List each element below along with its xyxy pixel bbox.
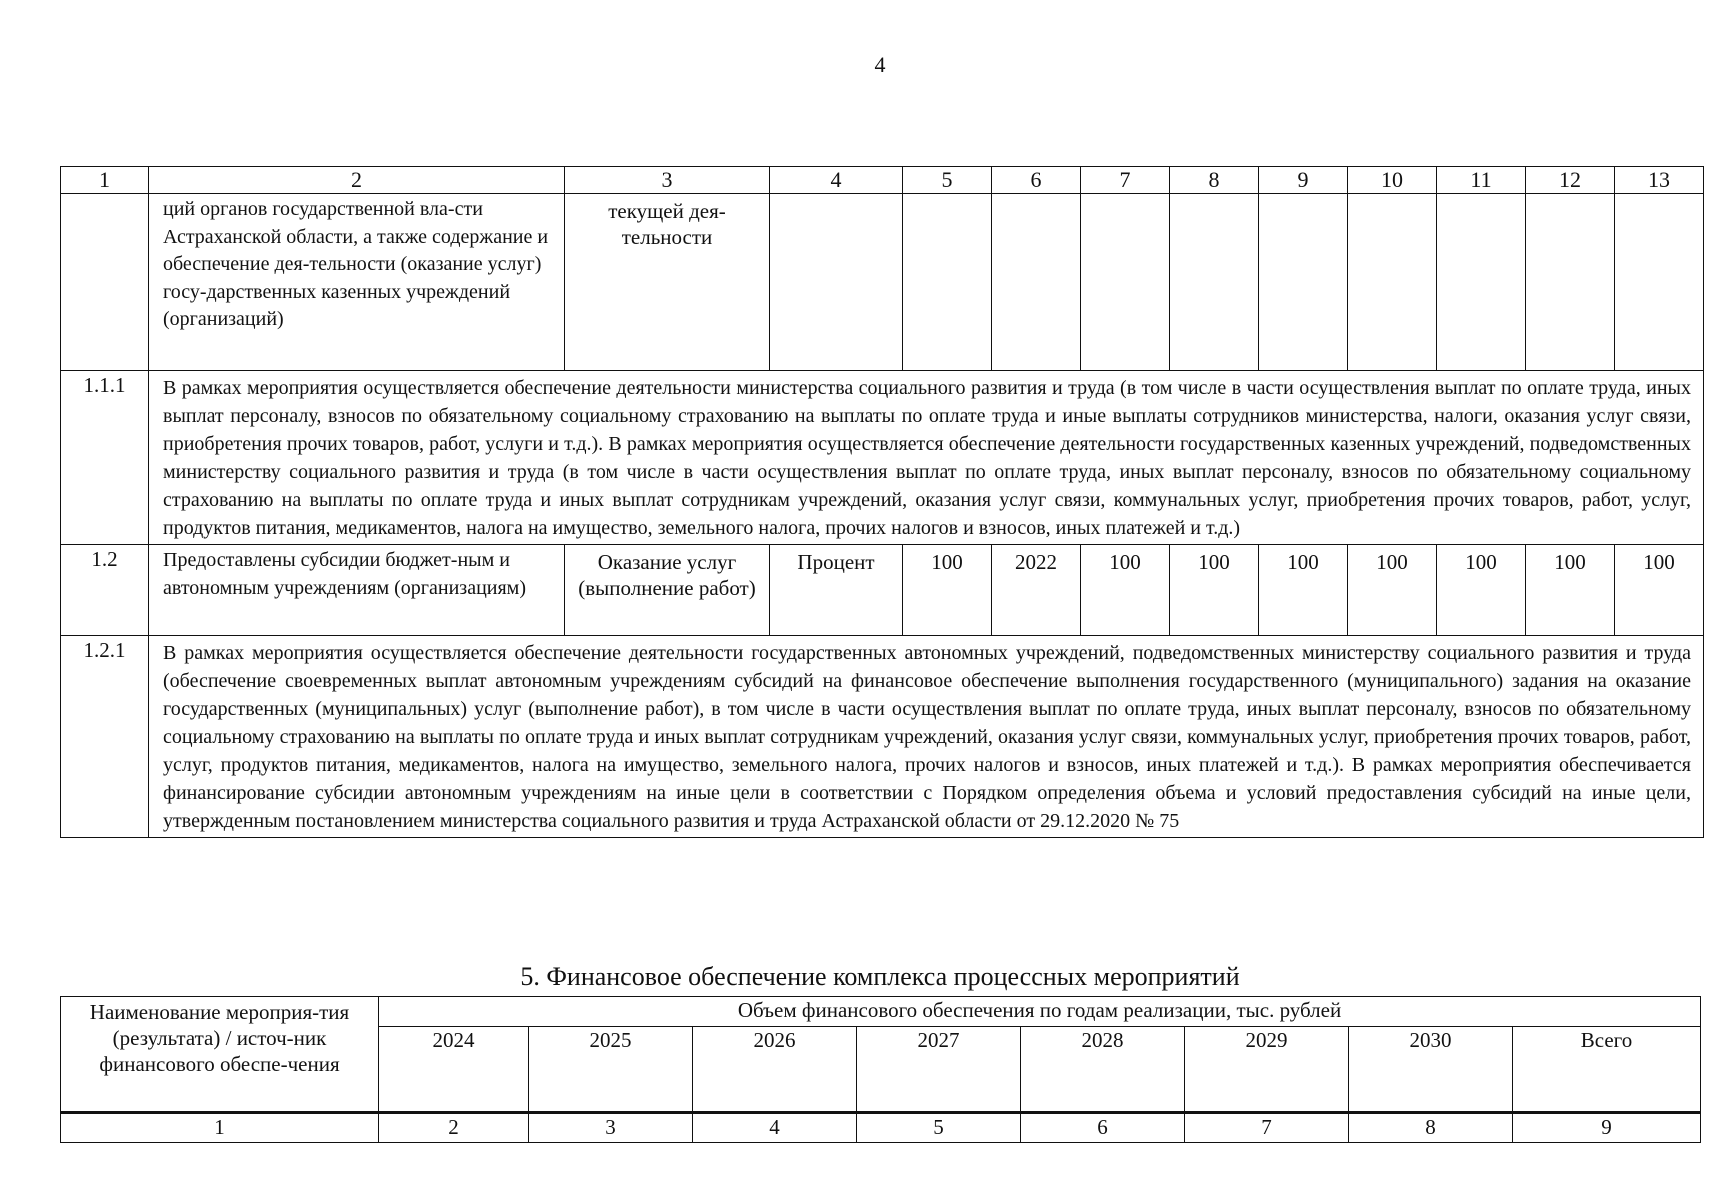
column-number: 2 — [379, 1113, 529, 1143]
task-name-cell: Предоставлены субсидии бюджет-ным и автономным учреждениям (организациям) — [149, 545, 565, 636]
year-header: 2027 — [857, 1027, 1021, 1113]
value-cell: 100 — [1437, 545, 1526, 636]
unit-cell: Процент — [770, 545, 903, 636]
row-number-cell — [61, 194, 149, 371]
table-row — [61, 371, 1704, 545]
column-number: 9 — [1513, 1113, 1701, 1143]
value-cell: 100 — [1526, 545, 1615, 636]
year-header: 2026 — [693, 1027, 857, 1113]
column-number: 1 — [61, 167, 149, 194]
empty-cell — [1615, 194, 1704, 371]
column-number: 10 — [1348, 167, 1437, 194]
financing-table — [60, 996, 1701, 1143]
column-number: 2 — [149, 167, 565, 194]
task-type-cell: текущей дея-тельности — [565, 194, 770, 371]
row-number: 1.2 — [61, 545, 149, 636]
column-number: 7 — [1081, 167, 1170, 194]
column-number: 9 — [1259, 167, 1348, 194]
column-number: 1 — [61, 1113, 379, 1143]
empty-cell — [1259, 194, 1348, 371]
column-number: 12 — [1526, 167, 1615, 194]
section-title: 5. Финансовое обеспечение комплекса процессных мероприятий — [520, 962, 1240, 991]
column-number: 8 — [1170, 167, 1259, 194]
page-number: 4 — [874, 52, 886, 77]
empty-cell — [992, 194, 1081, 371]
empty-cell — [903, 194, 992, 371]
column-number: 13 — [1615, 167, 1704, 194]
value-cell: 100 — [1615, 545, 1704, 636]
column-number: 11 — [1437, 167, 1526, 194]
event-name-header: Наименование мероприя-тия (результата) / источ-ник финансового обеспе-чения — [61, 997, 379, 1113]
base-year-cell: 2022 — [992, 545, 1081, 636]
empty-cell — [1526, 194, 1615, 371]
column-number: 5 — [903, 167, 992, 194]
column-number: 8 — [1349, 1113, 1513, 1143]
value-cell: 100 — [1348, 545, 1437, 636]
column-number: 5 — [857, 1113, 1021, 1143]
row-number: 1.2.1 — [61, 636, 149, 838]
row-number: 1.1.1 — [61, 371, 149, 545]
year-header: 2025 — [529, 1027, 693, 1113]
empty-cell — [1348, 194, 1437, 371]
year-header: 2028 — [1021, 1027, 1185, 1113]
table-row — [61, 636, 1704, 838]
year-header: 2030 — [1349, 1027, 1513, 1113]
column-number: 7 — [1185, 1113, 1349, 1143]
value-cell: 100 — [1259, 545, 1348, 636]
task-type-cell: Оказание услуг (выполнение работ) — [565, 545, 770, 636]
total-header: Всего — [1513, 1027, 1701, 1113]
table-row — [61, 194, 1704, 371]
event-description: В рамках мероприятия осуществляется обеспечение деятельности министерства социального развития и труда (в том числе в части осуществления выплат по оплате труда, иных выплат персоналу, взносов по обязательному социальному страхованию на выплаты по оплате труда и иные выплаты сотрудников министерства, налоги, оказания услуг связи, приобретения прочих товаров, работ, услуги и т.д.). В рамках мероприятия осуществляется обеспечение деятельности государственных казенных учреждений, подведомственных министерству социального развития и труда (в том числе в части осуществления выплат по оплате труда, иных выплат персоналу, взносов по обязательному социальному страхованию на выплаты по оплате труда и иных выплат сотрудникам учреждений, оказания услуг связи, коммунальных услуг, приобретения прочих товаров, работ, услуг, продуктов питания, медикаментов, налога на имущество, земельного налога, прочих налогов и взносов, иных платежей и т.д.) — [149, 371, 1704, 545]
year-header: 2024 — [379, 1027, 529, 1113]
value-cell: 100 — [1170, 545, 1259, 636]
column-number: 4 — [770, 167, 903, 194]
empty-cell — [1437, 194, 1526, 371]
column-number: 6 — [1021, 1113, 1185, 1143]
column-number-row — [61, 167, 1704, 194]
column-number: 4 — [693, 1113, 857, 1143]
event-description: В рамках мероприятия осуществляется обеспечение деятельности государственных автономных учреждений, подведомственных министерству социального развития и труда (обеспечение своевременных выплат автономным учреждениям субсидий на финансовое обеспечение выполнения государственного (муниципального) задания на оказание государственных (муниципальных) услуг (выполнение работ), в том числе в части осуществления выплат по оплате труда, иных выплат персоналу, взносов по обязательному социальному страхованию на выплаты по оплате труда и иных выплат сотрудникам учреждений, оказания услуг связи, коммунальных услуг, приобретения прочих товаров, работ, услуг, продуктов питания, медикаментов, налога на имущество, земельного налога, прочих налогов и взносов, иных платежей и т.д.). В рамках мероприятия обеспечивается финансирование субсидии автономным учреждениям на иные цели в соответствии с Порядком определения объема и условий предоставления субсидий на иные цели, утвержденным постановлением министерства социального развития и труда Астраханской области от 29.12.2020 № 75 — [149, 636, 1704, 838]
empty-cell — [1081, 194, 1170, 371]
indicators-table — [60, 166, 1704, 838]
column-number: 3 — [529, 1113, 693, 1143]
year-header: 2029 — [1185, 1027, 1349, 1113]
financing-volume-header: Объем финансового обеспечения по годам реализации, тыс. рублей — [379, 997, 1701, 1027]
table-header-row — [61, 997, 1701, 1027]
empty-cell — [770, 194, 903, 371]
column-number-row — [61, 1113, 1701, 1143]
empty-cell — [1170, 194, 1259, 371]
column-number: 3 — [565, 167, 770, 194]
value-cell: 100 — [1081, 545, 1170, 636]
column-number: 6 — [992, 167, 1081, 194]
task-name-cell: ций органов государственной вла-сти Астраханской области, а также содержание и обеспечение дея-тельности (оказание услуг) госу-дарственных казенных учреждений (организаций) — [149, 194, 565, 371]
table-row — [61, 545, 1704, 636]
base-value-cell: 100 — [903, 545, 992, 636]
